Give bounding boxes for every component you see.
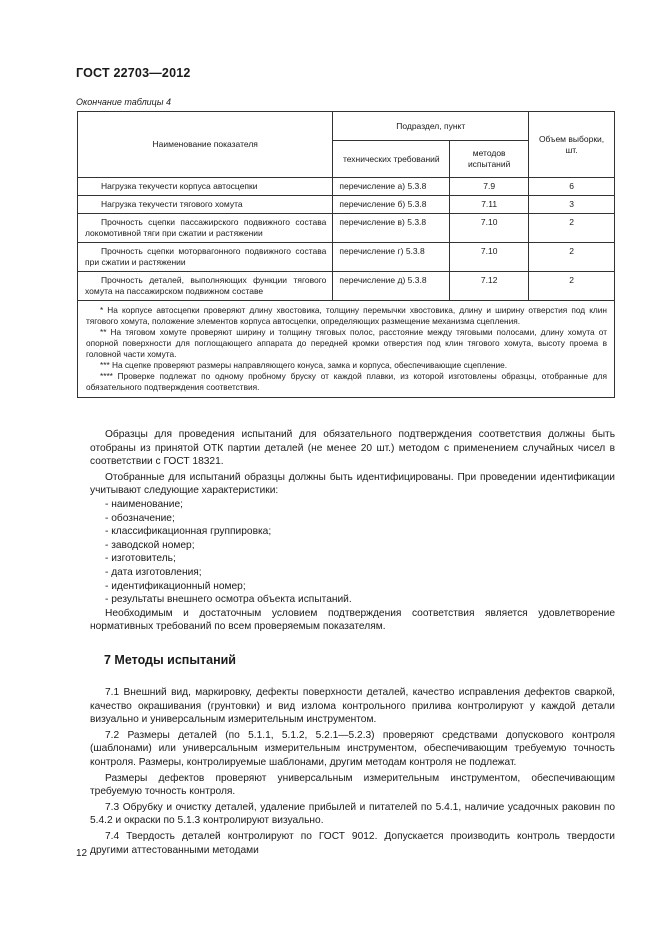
row-method: 7.11 — [450, 196, 529, 214]
row-tech-req: перечисление б) 5.3.8 — [333, 196, 450, 214]
table-row — [78, 243, 615, 272]
footnote: * На корпусе автосцепки проверяют длину хвостовика, толщину перемычки хвостовика, длину и ширину отверстия под клин тягового хомута, положение элементов корпуса автосцепки, определяющих размещение механизма сцепления. — [86, 305, 607, 326]
footnote: ** На тяговом хомуте проверяют ширину и толщину тяговых полос, расстояние между тяговыми полосами, длину хомута от опорной поверхности для поглощающего аппарата до передней кромки отверстия под клин тягового хомута, высоту проема в головной части хомута. — [86, 327, 607, 359]
table-4 — [77, 111, 615, 398]
row-sample: 2 — [529, 243, 615, 272]
document-header: ГОСТ 22703—2012 — [76, 66, 191, 80]
page-number: 12 — [76, 848, 88, 859]
table-row — [78, 272, 615, 301]
table-header-row — [78, 112, 615, 141]
row-indicator: Прочность сцепки пассажирского подвижного состава локомотивной тяги при сжатии и растяжении — [78, 214, 333, 243]
header-tech-req: технических требований — [333, 141, 450, 178]
header-sample: Объем выборки, шт. — [529, 112, 615, 178]
table-row — [78, 214, 615, 243]
row-method: 7.12 — [450, 272, 529, 301]
table-footnotes-row — [78, 301, 615, 398]
characteristics-list — [90, 498, 615, 607]
header-indicator: Наименование показателя — [78, 112, 333, 178]
row-tech-req: перечисление а) 5.3.8 — [333, 178, 450, 196]
table-caption: Окончание таблицы 4 — [76, 97, 171, 107]
selection-text — [90, 428, 615, 634]
paragraph: Необходимым и достаточным условием подтверждения соответствия является удовлетворение нормативных требований по всем проверяемым показателям. — [90, 607, 615, 633]
list-item: - результаты внешнего осмотра объекта испытаний. — [105, 594, 352, 606]
row-indicator: Нагрузка текучести тягового хомута — [78, 196, 333, 214]
paragraph: 7.3 Обрубку и очистку деталей, удаление прибылей и питателей по 5.4.1, наличие усадочных раковин по 5.4.2 и окраски по 5.1.3 контролируют визуально. — [90, 801, 615, 827]
list-item: - обозначение; — [105, 512, 175, 524]
paragraph: Отобранные для испытаний образцы должны быть идентифицированы. При проведении идентификации учитывают следующие характеристики: — [90, 471, 615, 497]
paragraph: 7.2 Размеры деталей (по 5.1.1, 5.1.2, 5.2.1—5.2.3) проверяют средствами допускового контроля (шаблонами) или универсальным измерительным инструментом, обеспечивающим требуемую точность контроля. Размеры, контролируемые шаблонами, другим методам контроля не подлежат. — [90, 729, 615, 768]
list-item: - заводской номер; — [105, 539, 195, 551]
row-method: 7.10 — [450, 214, 529, 243]
table-row — [78, 196, 615, 214]
footnote: *** На сцепке проверяют размеры направляющего конуса, замка и корпуса, обеспечивающие сцепление. — [100, 360, 508, 370]
header-methods: методов испытаний — [450, 141, 529, 178]
row-sample: 2 — [529, 214, 615, 243]
row-sample: 6 — [529, 178, 615, 196]
paragraph: Размеры дефектов проверяют универсальным измерительным инструментом, обеспечивающим требуемую точность контроля. — [90, 772, 615, 798]
row-sample: 2 — [529, 272, 615, 301]
section-text — [90, 686, 615, 857]
row-sample: 3 — [529, 196, 615, 214]
row-indicator: Прочность сцепки моторвагонного подвижного состава при сжатии и растяжении — [78, 243, 333, 272]
list-item: - идентификационный номер; — [105, 580, 246, 592]
paragraph: 7.1 Внешний вид, маркировку, дефекты поверхности деталей, качество исправления дефектов сваркой, качество окрашивания (грунтовки) и вид излома контрольного прилива контролируют у каждой детали визуально и универсальным измерительным инструментом. — [90, 687, 615, 726]
list-item: - изготовитель; — [105, 553, 176, 565]
list-item: - дата изготовления; — [105, 566, 202, 578]
row-tech-req: перечисление в) 5.3.8 — [333, 214, 450, 243]
row-indicator: Нагрузка текучести корпуса автосцепки — [78, 178, 333, 196]
footnote: **** Проверке подлежат по одному пробному бруску от каждой плавки, из которой изготовлены образцы, отобранные для обязательного подтверждения соответствия. — [86, 371, 607, 392]
list-item: - наименование; — [105, 498, 183, 510]
paragraph: 7.4 Твердость деталей контролируют по ГОСТ 9012. Допускается производить контроль твердости другими аттестованными методами — [90, 830, 615, 856]
row-method: 7.9 — [450, 178, 529, 196]
section-title: 7 Методы испытаний — [104, 653, 236, 667]
row-indicator: Прочность деталей, выполняющих функции тягового хомута на пассажирском подвижном составе — [78, 272, 333, 301]
row-tech-req: перечисление д) 5.3.8 — [333, 272, 450, 301]
table-footnotes — [78, 301, 615, 398]
paragraph: Образцы для проведения испытаний для обязательного подтверждения соответствия должны быть отобраны из принятой ОТК партии деталей (не менее 20 шт.) методом с применением случайных чисел в соответствии с ГОСТ 18321. — [90, 429, 615, 468]
row-method: 7.10 — [450, 243, 529, 272]
table-row — [78, 178, 615, 196]
header-subsection: Подраздел, пункт — [333, 112, 529, 141]
list-item: - классификационная группировка; — [105, 526, 272, 538]
row-tech-req: перечисление г) 5.3.8 — [333, 243, 450, 272]
